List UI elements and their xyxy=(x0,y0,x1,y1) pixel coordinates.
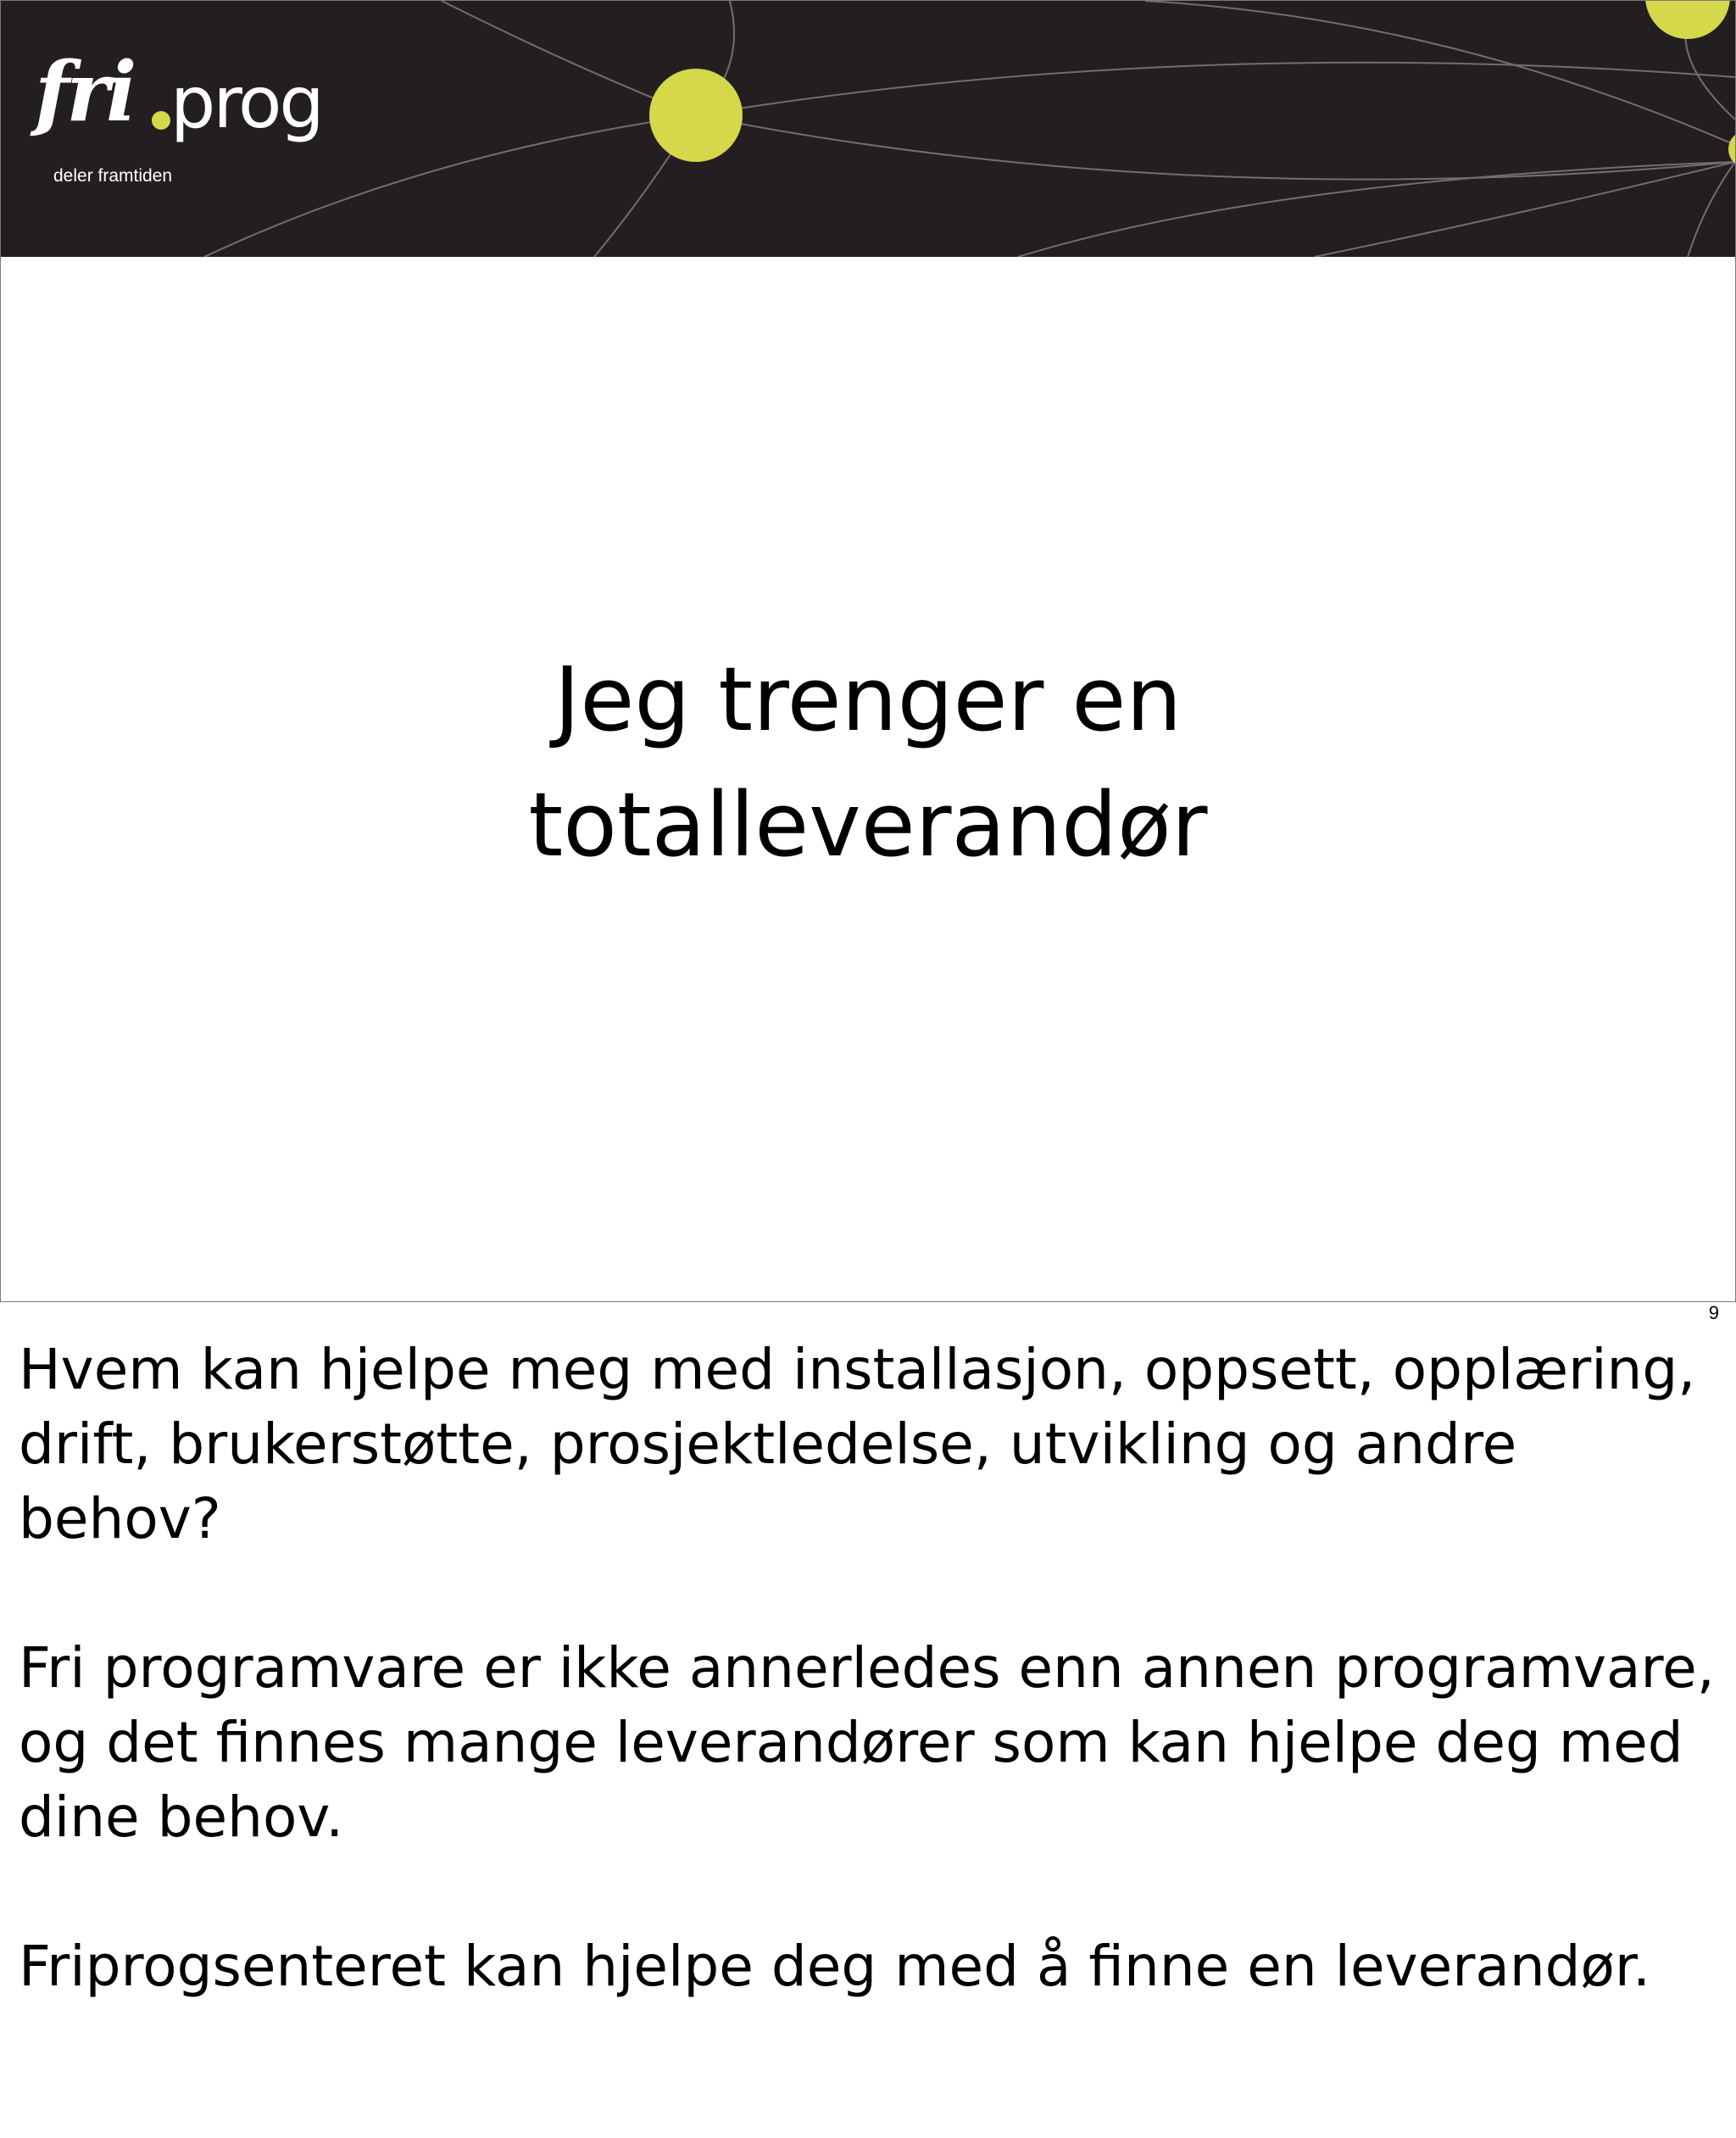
logo-dot-icon xyxy=(152,111,170,130)
speaker-notes xyxy=(19,1333,1722,2004)
slide-title-line-2: totalleverandør xyxy=(528,773,1208,877)
notes-paragraph: Hvem kan hjelpe meg med installasjon, oppsett, opplæring, drift, brukerstøtte, prosjektledelse, utvikling og andre behov? xyxy=(19,1337,1696,1551)
page-number: 9 xyxy=(1708,1302,1719,1323)
logo-fri-text: fri xyxy=(35,44,134,140)
friprog-logo xyxy=(35,44,357,187)
logo-prog-text: prog xyxy=(170,61,322,144)
notes-paragraph: Friprogsenteret kan hjelpe deg med å finne en leverandør. xyxy=(19,1934,1650,1999)
slide-title xyxy=(1,637,1735,888)
lime-node xyxy=(1645,1,1730,39)
lime-node xyxy=(649,69,743,162)
logo-tagline: deler framtiden xyxy=(53,166,173,186)
notes-paragraph: Fri programvare er ikke annerledes enn annen programvare, og det finnes mange leverandører som kan hjelpe deg med dine behov. xyxy=(19,1635,1715,1850)
slide-title-line-1: Jeg trenger en xyxy=(554,648,1182,751)
header-banner xyxy=(1,1,1735,257)
